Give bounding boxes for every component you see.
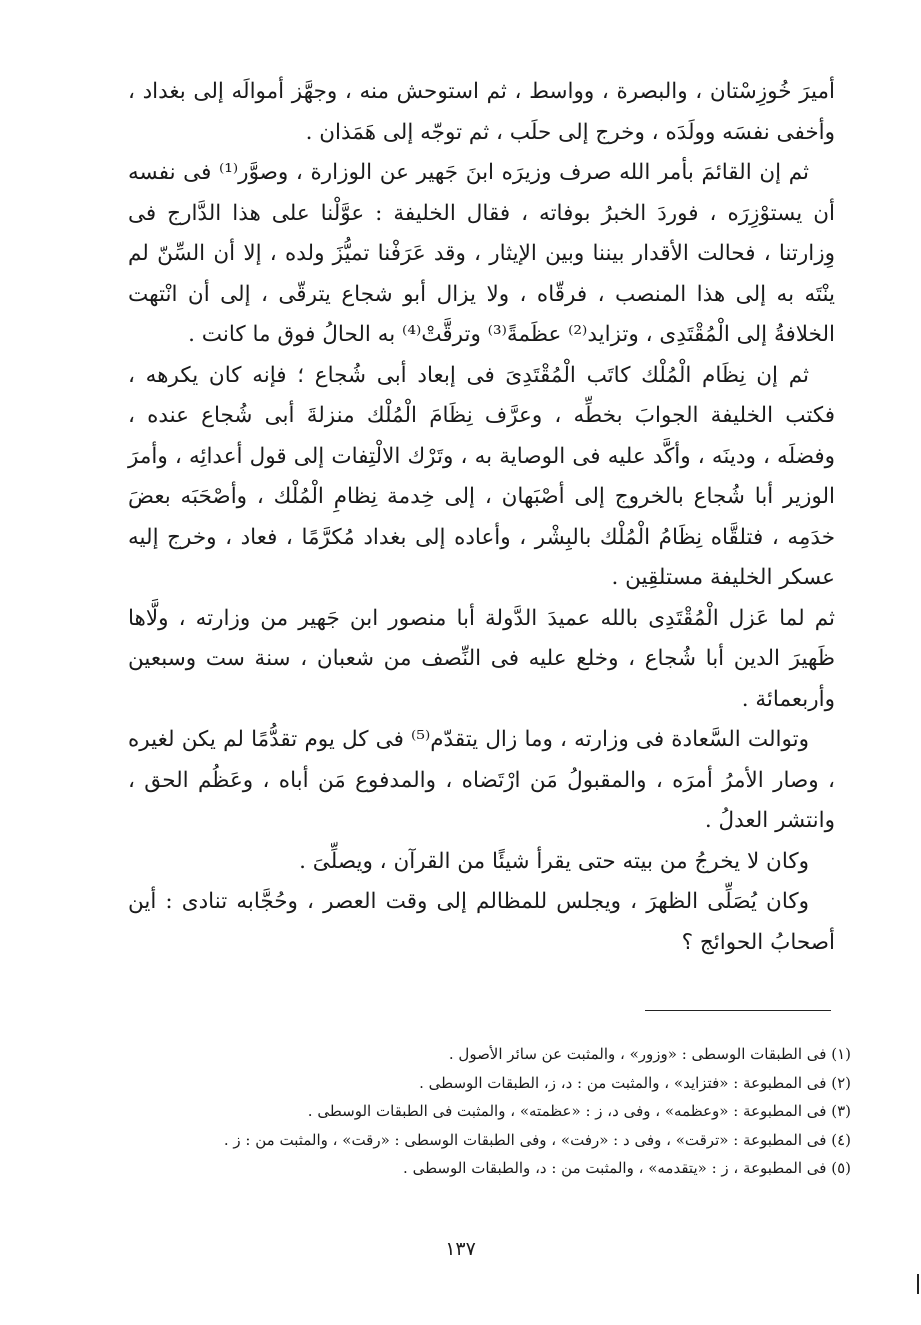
footnote-3: (٣) فى المطبوعة : «وعظمه» ، وفى د، ز : «عظمته» ، والمثبت فى الطبقات الوسطى . — [307, 1102, 851, 1121]
footnote-2: (٢) فى المطبوعة : «فتزايد» ، والمثبت من : د، ز، الطبقات الوسطى . — [419, 1073, 851, 1092]
paragraph-6: وكان لا يخرجُ من بيته حتى يقرأ شيئًا من القرآن ، ويصلِّىَ . — [299, 848, 809, 874]
paragraph-3: ثم إن نِظَام الْمُلْك كاتَب الْمُقْتَدِىَ فى إبعاد أبى شُجاع ؛ فإنه كان يكرهه ، فكتب الخليفة الجوابَ بخطِّه ، وعرَّف نِظَامَ الْمُلْك منزلةَ أبى شُجاع عنده ، وفضلَه ، ودينَه ، وأكَّد عليه فى الوصاية به ، وتَرْك الالْتِفات إلى قول أعدائِه ، وأمرَ الوزير أبا شُجاع بالخروج إلى أصْبَهان ، إلى خِدمة نِظامِ الْمُلْك ، وأصْحَبَه بعضَ خدَمِه ، فتلقَّاه نِظَامُ الْمُلْك بالبِشْر ، وأعاده إلى بغداد مُكرَّمًا ، فعاد ، وخرج إليه عسكر الخليفة مستلقِين . — [128, 362, 835, 590]
footnote-4: (٤) فى المطبوعة : «ترقت» ، وفى د : «رفت» ، وفى الطبقات الوسطى : «رقت» ، والمثبت من : ز . — [223, 1130, 851, 1149]
main-text — [128, 72, 835, 963]
paragraph-2: ثم إن القائمَ بأمر الله صرف وزيرَه ابنَ جَهير عن الوزارة ، وصوَّر⁽¹⁾ فى نفسه أن يستوْزِرَه ، فوردَ الخبرُ بوفاته ، فقال الخليفة : عوَّلْنا على هذا الدَّارج فى وِزارتنا ، فحالت الأقدار بيننا وبين الإيثار ، وقد عَرَفْنا تميُّزَ ولده ، إلا أن السِّنّ لم ينْتَه به إلى هذا المنصب ، فرقّاه ، ولا يزال أبو شجاع يترقّى ، إلى أن انْتهت الخلافةُ إلى الْمُقْتَدِى ، وتزايد⁽²⁾ عظَمةً⁽³⁾ وترقَّتْ⁽⁴⁾ به الحالُ فوق ما كانت . — [128, 160, 835, 347]
footnote-5: (٥) فى المطبوعة ، ز : «يتقدمه» ، والمثبت من : د، والطبقات الوسطى . — [403, 1159, 851, 1178]
footnote-separator — [645, 1010, 831, 1011]
scan-edge-mark — [917, 1274, 919, 1294]
paragraph-5: وتوالت السَّعادة فى وزارته ، وما زال يتقدّم⁽⁵⁾ فى كل يوم تقدُّمًا لم يكن لغيره ، وصار الأمرُ أمرَه ، والمقبولُ مَن ارْتَضاه ، والمدفوع مَن أباه ، وعَظُم الحق ، وانتشر العدلُ . — [128, 727, 835, 833]
paragraph-7: وكان يُصَلِّى الظهرَ ، ويجلس للمظالم إلى وقت العصر ، وحُجَّابه تنادى : أين أصحابُ الحوائج ؟ — [128, 889, 835, 955]
paragraph-1: أميرَ خُوزِسْتان ، والبصرة ، وواسط ، ثم استوحش منه ، وجهَّز أموالَه إلى بغداد ، وأخفى نفسَه وولَدَه ، وخرج إلى حلَب ، ثم توجّه إلى هَمَذان . — [128, 79, 835, 145]
footnote-1: (١) فى الطبقات الوسطى : «وزور» ، والمثبت عن سائر الأصول . — [448, 1045, 851, 1063]
page-number: ١٣٧ — [445, 1238, 476, 1260]
footnotes — [200, 1040, 851, 1183]
paragraph-4: ثم لما عَزل الْمُقْتَدِى بالله عميدَ الدَّولة أبا منصور ابن جَهير من وزارته ، ولَّاها ظَهيرَ الدين أبا شُجاع ، وخلع عليه فى النِّصف من شعبان ، سنة ست وسبعين وأربعمائة . — [128, 605, 835, 712]
